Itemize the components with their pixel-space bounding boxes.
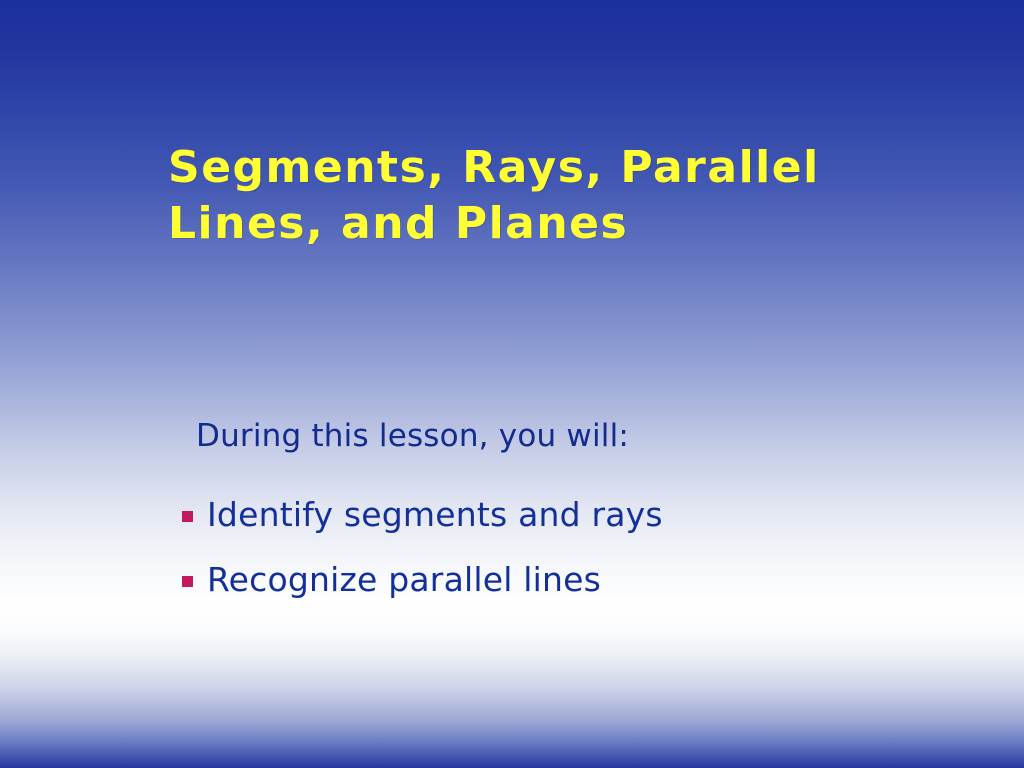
- list-item: [182, 560, 942, 599]
- list-item-label: Recognize parallel lines: [207, 560, 602, 599]
- slide-title: Segments, Rays, Parallel Lines, and Planes: [168, 142, 820, 250]
- list-item: [182, 495, 942, 534]
- lesson-objectives-intro: During this lesson, you will:: [196, 418, 630, 454]
- square-bullet-icon: [182, 511, 193, 522]
- objectives-list: [182, 495, 942, 625]
- list-item-label: Identify segments and rays: [207, 495, 663, 534]
- square-bullet-icon: [182, 576, 193, 587]
